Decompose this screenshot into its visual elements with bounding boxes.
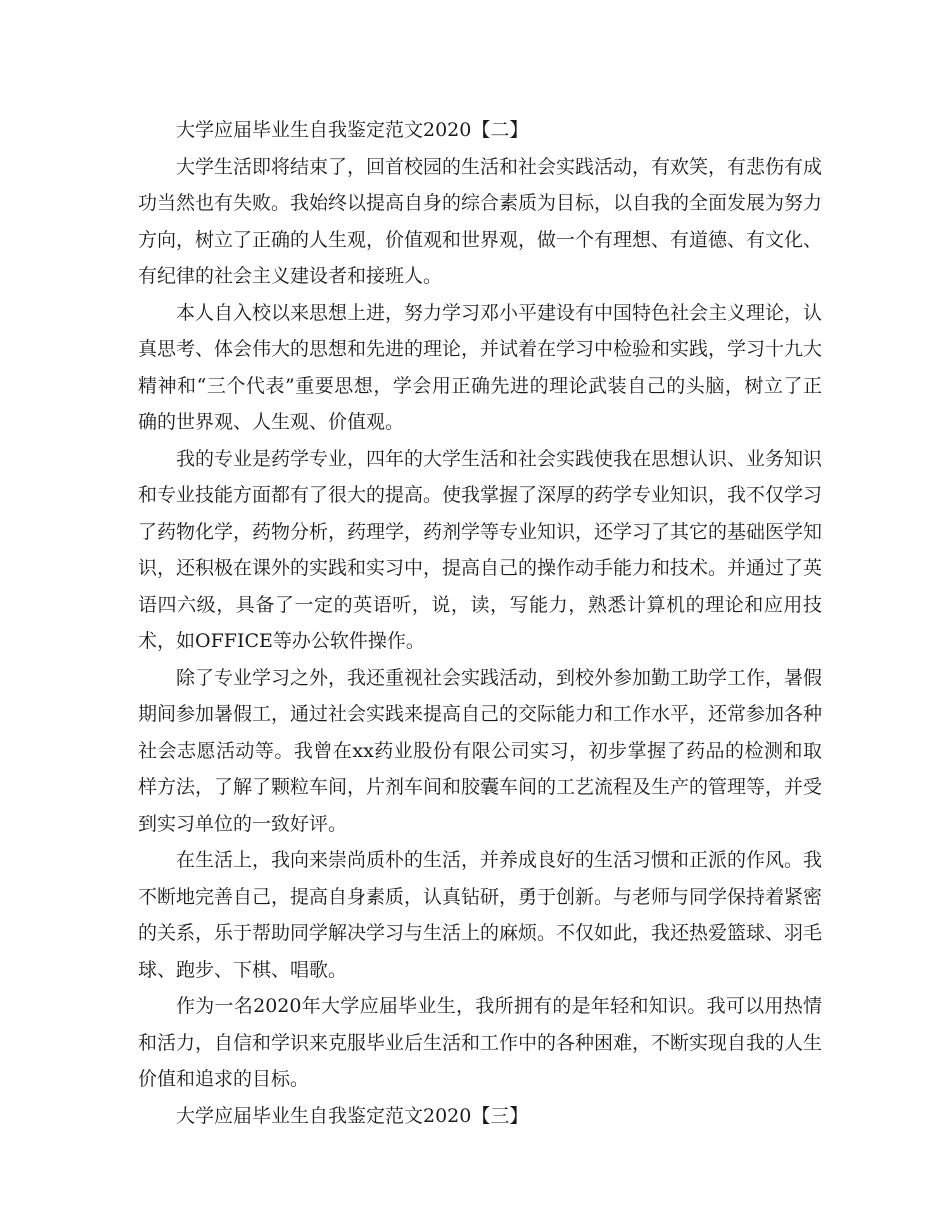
section-heading-2: 大学应届毕业生自我鉴定范文2020【二】 [176, 119, 529, 141]
paragraph-practice: 除了专业学习之外，我还重视社会实践活动，到校外参加勤工助学工作，暑假期间参加暑假工，通过社会实践来提高自己的交际能力和工作水平，还常参加各种社会志愿活动等。我曾在xx药业股份有限公司实习，初步掌握了药品的检测和取样方法，了解了颗粒车间，片剂车间和胶囊车间的工艺流程及生产的管理等，并受到实习单位的一致好评。 [138, 666, 823, 835]
paragraph-major: 我的专业是药学专业，四年的大学生活和社会实践使我在思想认识、业务知识和专业技能方面都有了很大的提高。使我掌握了深厚的药学专业知识，我不仅学习了药物化学，药物分析，药理学，药剂学等专业知识，还学习了其它的基础医学知识，还积极在课外的实践和实习中，提高自己的操作动手能力和技术。并通过了英语四六级，具备了一定的英语听，说，读，写能力，熟悉计算机的理论和应用技术，如OFFICE等办公软件操作。 [138, 447, 823, 652]
paragraph-intro: 大学生活即将结束了，回首校园的生活和社会实践活动，有欢笑，有悲伤有成功当然也有失败。我始终以提高自身的综合素质为目标，以自我的全面发展为努力方向，树立了正确的人生观，价值观和世界观，做一个有理想、有道德、有文化、有纪律的社会主义建设者和接班人。 [138, 155, 823, 287]
document-body [138, 112, 822, 1134]
paragraph-life: 在生活上，我向来崇尚质朴的生活，并养成良好的生活习惯和正派的作风。我不断地完善自己，提高自身素质，认真钻研，勇于创新。与老师与同学保持着紧密的关系，乐于帮助同学解决学习与生活上的麻烦。不仅如此，我还热爱篮球、羽毛球、跑步、下棋、唱歌。 [138, 849, 823, 981]
section-heading-3: 大学应届毕业生自我鉴定范文2020【三】 [176, 1104, 529, 1127]
paragraph-conclusion: 作为一名2020年大学应届毕业生，我所拥有的是年轻和知识。我可以用热情和活力，自信和学识来克服毕业后生活和工作中的各种困难，不断实现自我的人生价值和追求的目标。 [138, 995, 823, 1090]
paragraph-ideology: 本人自入校以来思想上进，努力学习邓小平建设有中国特色社会主义理论，认真思考、体会伟大的思想和先进的理论，并试着在学习中检验和实践，学习十九大精神和“三个代表”重要思想，学会用正确先进的理论武装自己的头脑，树立了正确的世界观、人生观、价值观。 [138, 301, 823, 433]
